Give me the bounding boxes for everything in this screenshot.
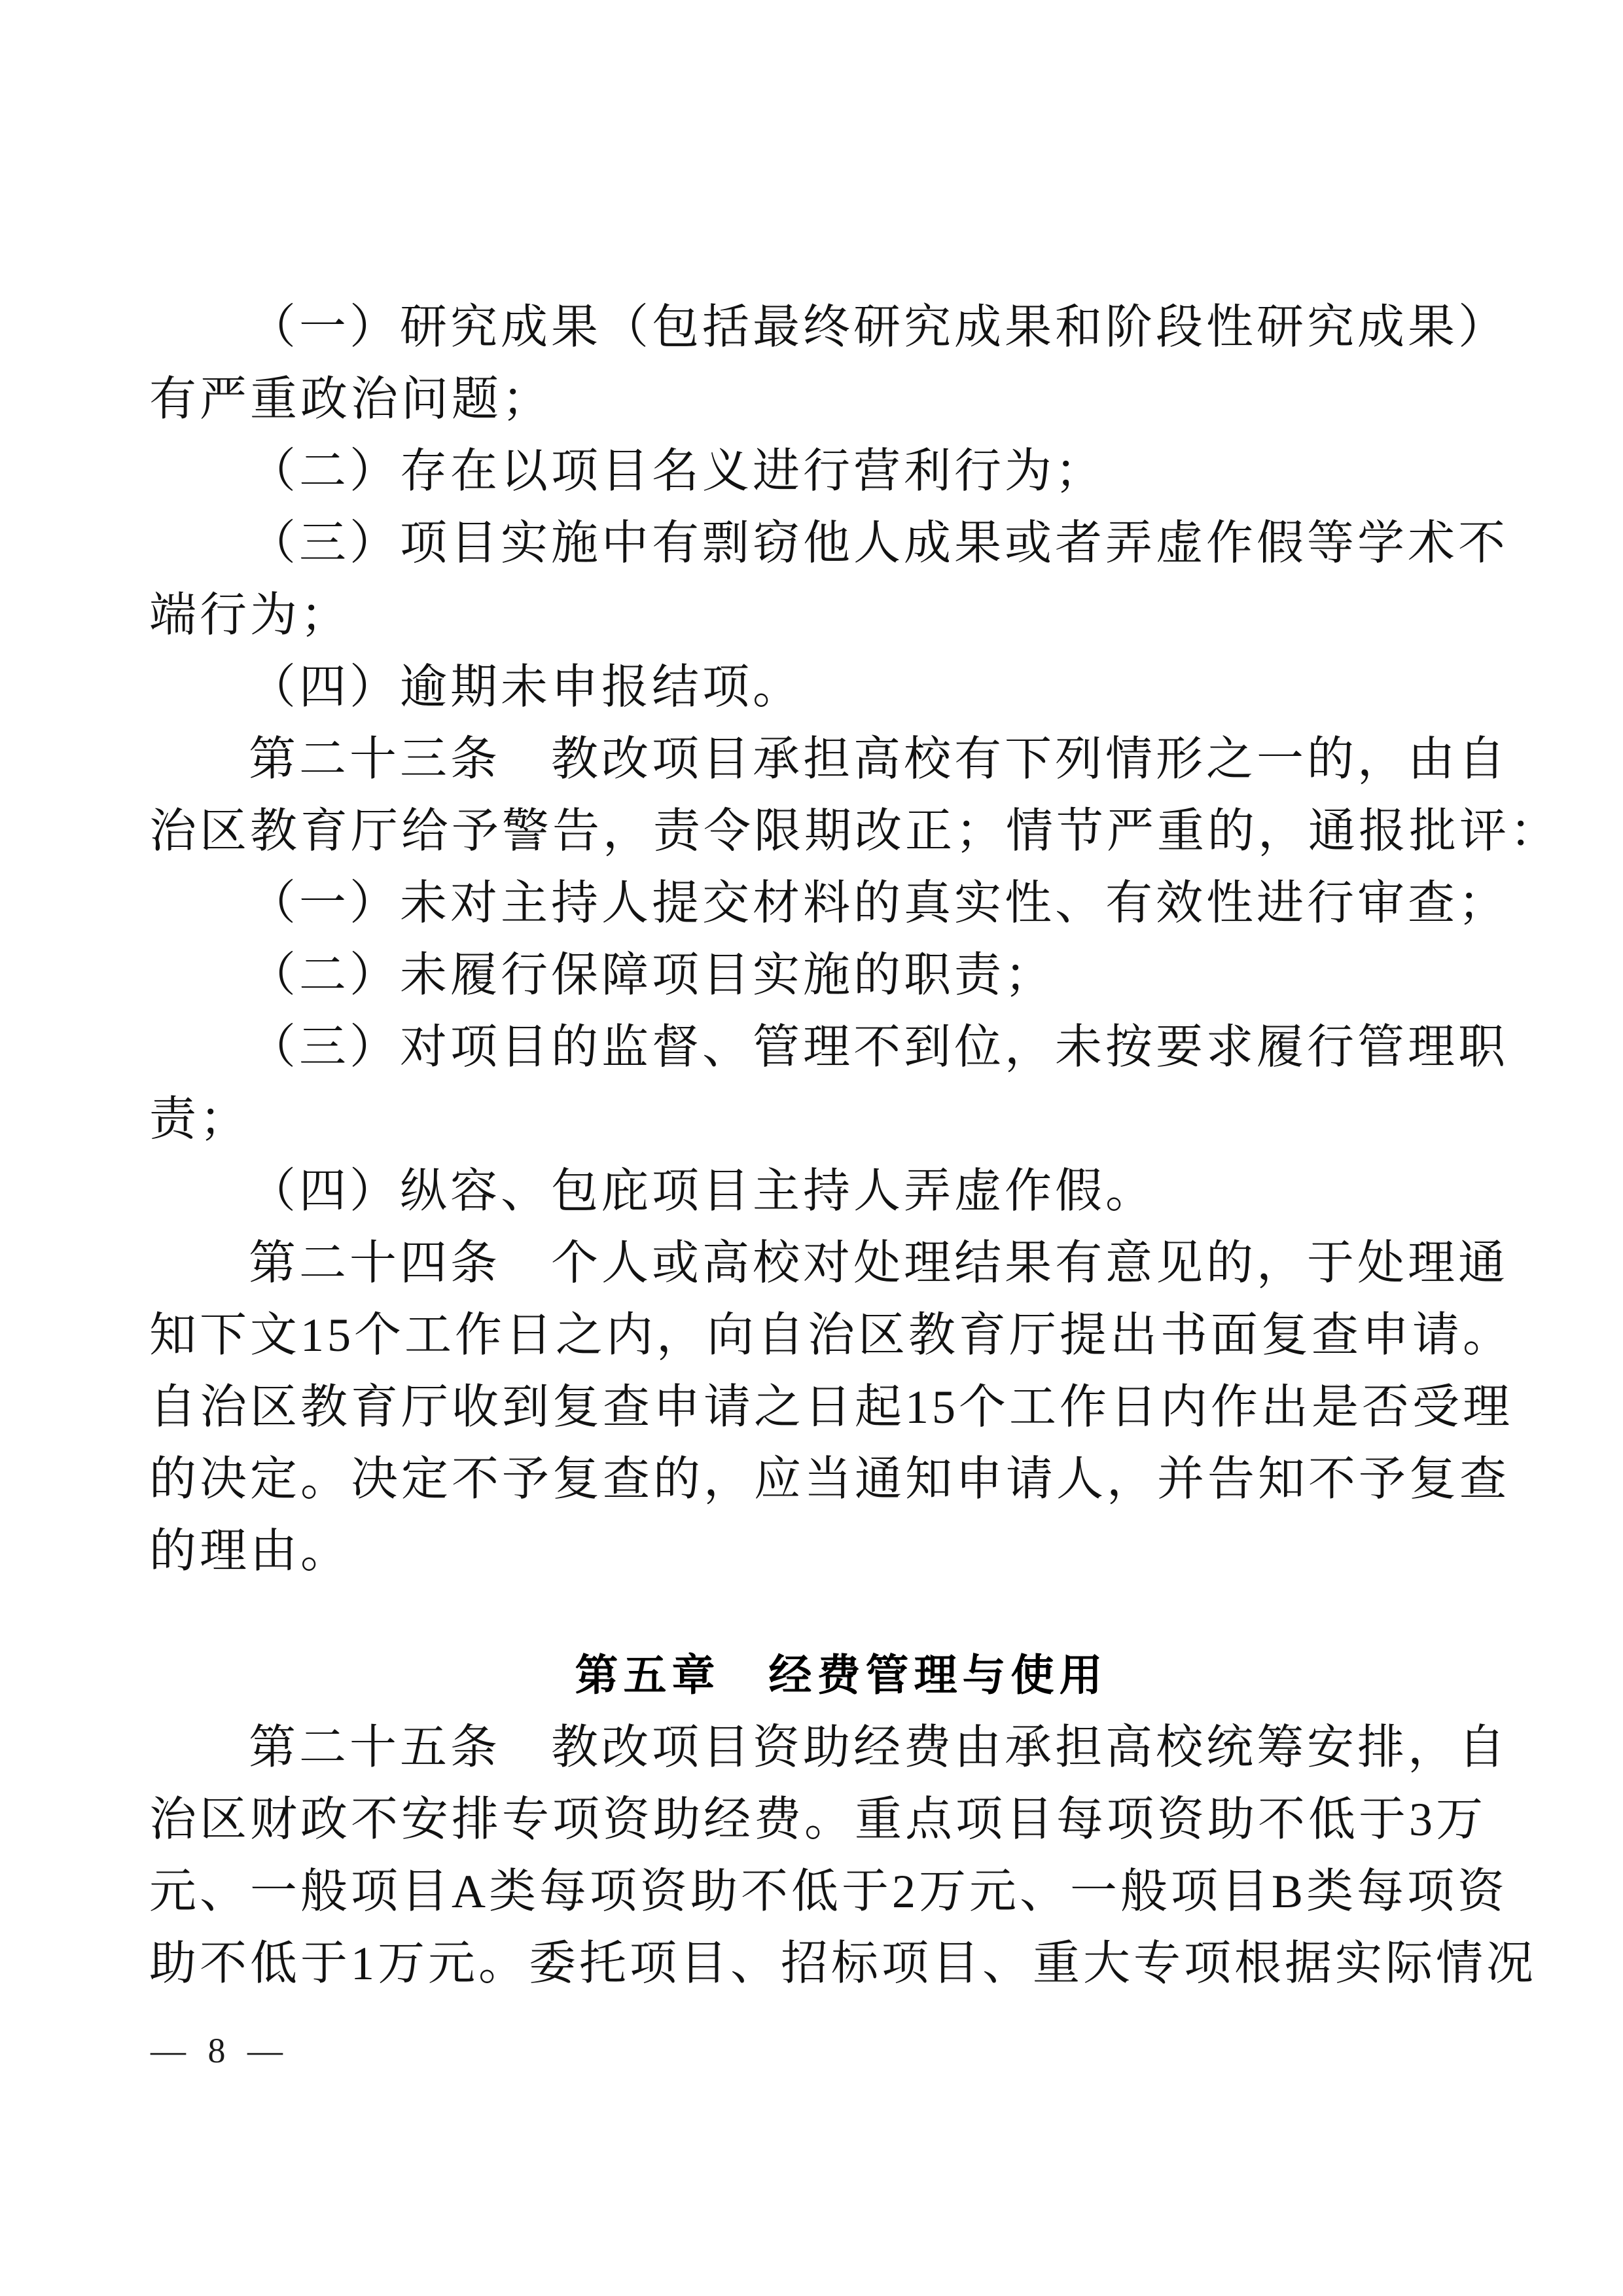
text-line: （一）未对主持人提交材料的真实性、有效性进行审查； bbox=[249, 877, 1509, 929]
text-line: （一）研究成果（包括最终研究成果和阶段性研究成果） bbox=[249, 301, 1509, 353]
text-line: （四）逾期未申报结项。 bbox=[249, 661, 804, 713]
text-line: 知下文15个工作日之内，向自治区教育厅提出书面复查申请。 bbox=[149, 1309, 1514, 1361]
document-body bbox=[149, 291, 1561, 2000]
text-line: 的理由。 bbox=[149, 1525, 351, 1577]
text-line: 自治区教育厅收到复查申请之日起15个工作日内作出是否受理 bbox=[149, 1381, 1514, 1433]
text-line: 第二十五条 教改项目资助经费由承担高校统筹安排，自 bbox=[249, 1721, 1509, 1774]
text-line: 治区财政不安排专项资助经费。重点项目每项资助不低于3万 bbox=[149, 1793, 1487, 1846]
text-line: 第二十三条 教改项目承担高校有下列情形之一的，由自 bbox=[249, 733, 1509, 785]
text-line: 有严重政治问题； bbox=[149, 373, 553, 425]
text-line: 责； bbox=[149, 1093, 251, 1145]
text-line: （三）对项目的监督、管理不到位，未按要求履行管理职 bbox=[249, 1021, 1509, 1073]
text-line: （二）存在以项目名义进行营利行为； bbox=[249, 445, 1106, 497]
text-line: （三）项目实施中有剽窃他人成果或者弄虚作假等学术不 bbox=[249, 517, 1509, 569]
chapter-heading: 第五章 经费管理与使用 bbox=[575, 1650, 1108, 1700]
text-line: （二）未履行保障项目实施的职责； bbox=[249, 949, 1056, 1001]
text-line: 助不低于1万元。委托项目、招标项目、重大专项根据实际情况 bbox=[149, 1937, 1537, 1990]
page-number: — 8 — bbox=[151, 2031, 289, 2070]
text-line: 端行为； bbox=[149, 589, 351, 641]
text-line: 元、一般项目A类每项资助不低于2万元、一般项目B类每项资 bbox=[149, 1865, 1508, 1918]
text-line: （四）纵容、包庇项目主持人弄虚作假。 bbox=[249, 1165, 1156, 1217]
text-line: 治区教育厅给予警告，责令限期改正；情节严重的，通报批评： bbox=[149, 805, 1561, 857]
text-line: 第二十四条 个人或高校对处理结果有意见的，于处理通 bbox=[249, 1237, 1509, 1289]
text-line: 的决定。决定不予复查的，应当通知申请人，并告知不予复查 bbox=[149, 1453, 1510, 1505]
